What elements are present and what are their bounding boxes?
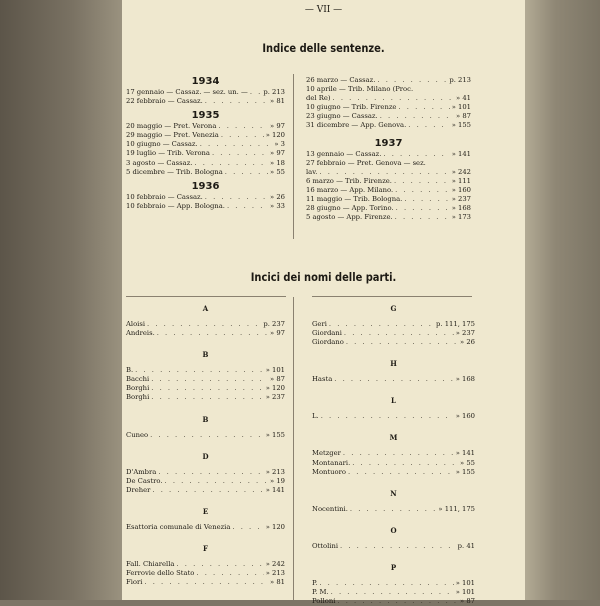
index-entry [312, 588, 475, 597]
index-entry [312, 505, 475, 514]
dot-leader [152, 486, 263, 495]
entry-page: » 173 [451, 213, 471, 222]
dot-leader [165, 477, 269, 486]
index-entry [306, 112, 471, 121]
entry-page: » 101 [265, 366, 285, 375]
entry-page: » 3 [274, 140, 285, 149]
index-entry [312, 459, 475, 468]
entry-text: 10 giugno — Cassaz. [126, 140, 198, 149]
entry-text: 23 giugno — Cassaz. [306, 112, 378, 121]
index-entry [312, 338, 475, 347]
entry-page: » 155 [451, 121, 471, 130]
dot-leader [337, 597, 458, 606]
index-entry [312, 542, 475, 551]
entry-text: Hasta [312, 375, 333, 384]
entry-text: Geri [312, 320, 327, 328]
parties-left-column [126, 304, 285, 587]
letter-heading: N [390, 488, 397, 498]
index-entry [306, 85, 471, 94]
entry-page: » 97 [270, 122, 285, 131]
dot-leader [333, 94, 455, 103]
column-divider [293, 74, 294, 239]
dot-leader [227, 202, 268, 211]
entry-page: » 87 [456, 112, 471, 121]
letter-heading: G [390, 304, 397, 313]
entry-text: Montanari. [312, 458, 351, 467]
index-entry [126, 523, 285, 532]
dot-leader [221, 131, 264, 140]
dot-leader [331, 588, 454, 597]
entry-text: 10 aprile — Trib. Milano (Proc. [306, 85, 414, 94]
dot-leader [377, 76, 447, 85]
index-entry [126, 560, 285, 569]
index-entry [126, 393, 285, 402]
index-entry [306, 186, 471, 195]
dot-leader [232, 523, 263, 532]
dot-leader [135, 366, 264, 375]
entry-text: 22 febbraio — Cassaz. [126, 97, 203, 106]
entry-text: 31 dicembre — App. Genova. [306, 121, 407, 130]
entry-text: 29 maggio — Pret. Venezia [126, 131, 219, 140]
index-entry [306, 121, 471, 130]
entry-text: Fiori [126, 578, 143, 587]
index-entry [126, 149, 285, 158]
entry-text: 27 febbraio — Pret. Genova — sez. [306, 158, 426, 167]
index-entry [306, 204, 471, 213]
sentences-title: Indice delle sentenze. [262, 41, 385, 55]
index-entry [306, 177, 471, 186]
section-rule-right [312, 296, 472, 297]
letter-heading: E [202, 506, 209, 516]
entry-page: p. 213 [449, 76, 471, 84]
index-entry [126, 140, 285, 149]
dot-leader [151, 384, 263, 393]
dot-leader [319, 579, 453, 588]
entry-text: Cuneo [126, 430, 149, 439]
dot-leader [408, 121, 449, 130]
entry-text: Ottolini [312, 541, 339, 550]
dot-leader [205, 97, 268, 106]
letter-heading: M [389, 433, 398, 443]
entry-text: 13 gennaio — Cassaz. [306, 149, 382, 158]
entry-text: Esattoria comunale di Venezia [126, 522, 231, 531]
entry-page: » 81 [270, 97, 285, 106]
entry-text: 16 marzo — App. Milano. [306, 185, 394, 194]
entry-text: Giordano [312, 338, 344, 347]
entry-page: » 168 [451, 204, 471, 213]
index-entry [312, 579, 475, 588]
entry-page: » 160 [455, 412, 475, 421]
dot-leader [329, 320, 434, 329]
entry-text: P. [312, 578, 318, 587]
entry-text: 5 dicembre — Trib. Bologna [126, 167, 223, 176]
year-heading: 1936 [191, 180, 220, 192]
index-entry [126, 384, 285, 393]
entry-page: » 26 [460, 338, 475, 347]
entry-text: Andreis. [126, 329, 155, 338]
page-number: — VII — [304, 5, 343, 15]
parties-right-column [312, 304, 475, 606]
entry-text: Dreher [126, 485, 151, 494]
dot-leader [380, 112, 454, 121]
entry-text: lav. [306, 167, 318, 176]
book-edge-right [525, 0, 600, 600]
entry-text: 11 maggio — Trib. Bologna. [306, 195, 403, 204]
entry-page: » 41 [456, 94, 471, 103]
index-entry [306, 159, 471, 168]
letter-heading: A [202, 304, 209, 313]
letter-heading: H [390, 359, 397, 369]
entry-page: p. 213 [263, 88, 285, 96]
entry-text: 17 gennaio — Cassaz. — sez. un. — [126, 88, 248, 96]
entry-page: p. 41 [457, 541, 475, 550]
year-heading: 1937 [374, 137, 403, 149]
entry-text: 19 luglio — Trib. Verona [126, 149, 210, 158]
entry-text: 3 agosto — Cassaz. [126, 158, 193, 167]
entry-page: p. 237 [263, 320, 285, 328]
entry-page: » 120 [265, 384, 285, 393]
entry-page: » 97 [270, 149, 285, 158]
entry-text: B. [126, 366, 134, 375]
dot-leader [348, 468, 454, 477]
dot-leader [344, 329, 454, 338]
letter-heading: P [390, 562, 397, 572]
dot-leader [150, 431, 264, 440]
book-page [122, 0, 525, 606]
dot-leader [340, 542, 456, 551]
entry-text: Montuoro [312, 467, 346, 476]
entry-page: » 237 [265, 393, 285, 402]
entry-page: » 55 [270, 167, 285, 176]
entry-page: » 160 [451, 185, 471, 194]
entry-text: D'Ambra [126, 467, 157, 476]
dot-leader [151, 375, 268, 384]
entry-text: Borghi [126, 384, 150, 393]
entry-page: » 168 [455, 375, 475, 384]
dot-leader [157, 329, 268, 338]
dot-leader [343, 449, 454, 458]
entry-text: 10 giugno — Trib. Firenze [306, 103, 397, 112]
entry-text: Bacchi [126, 375, 150, 384]
entry-text: 5 agosto — App. Firenze. [306, 213, 393, 222]
entry-page: » 242 [451, 167, 471, 176]
dot-leader [395, 213, 450, 222]
entry-text: 26 marzo — Cassaz. [306, 76, 376, 84]
dot-leader [205, 193, 268, 202]
dot-leader [196, 569, 263, 578]
index-entry [306, 103, 471, 112]
index-entry [312, 468, 475, 477]
letter-heading: L [391, 396, 396, 406]
entry-text: Aloisi [126, 320, 146, 328]
dot-leader [394, 177, 450, 186]
sentences-right-column [306, 76, 471, 222]
entry-page: » 120 [265, 131, 285, 140]
dot-leader [334, 375, 453, 384]
dot-leader [225, 168, 268, 177]
letter-heading: O [390, 525, 397, 535]
index-entry [126, 159, 285, 168]
index-entry [126, 193, 285, 202]
letter-heading: B [202, 350, 209, 360]
index-entry [126, 578, 285, 587]
dot-leader [151, 393, 263, 402]
dot-leader [176, 560, 263, 569]
entry-page: » 101 [455, 578, 475, 587]
dot-leader [158, 468, 263, 477]
entry-text: 10 febbraio — App. Bologna. [126, 201, 225, 210]
parties-title: Incici dei nomi delle parti. [250, 270, 397, 284]
dot-leader [350, 505, 437, 514]
index-entry [312, 375, 475, 384]
dot-leader [404, 195, 449, 204]
entry-page: » 101 [451, 103, 471, 112]
dot-leader [200, 140, 273, 149]
index-entry [126, 366, 285, 375]
index-entry [312, 329, 475, 338]
index-entry [126, 97, 285, 106]
entry-text: del Re) [306, 94, 331, 103]
letter-heading: D [202, 451, 209, 461]
entry-text: 10 febbraio — Cassaz. [126, 192, 203, 201]
index-entry [126, 477, 285, 486]
entry-text: 28 giugno — App. Torino. [306, 204, 394, 213]
dot-leader [147, 320, 261, 329]
dot-leader [144, 578, 268, 587]
entry-text: Giordani [312, 329, 342, 338]
index-entry [312, 449, 475, 458]
dot-leader [398, 103, 449, 112]
dot-leader [321, 412, 454, 421]
entry-text: De Castro. [126, 476, 163, 485]
entry-page: » 155 [265, 430, 285, 439]
entry-page: » 18 [270, 158, 285, 167]
entry-text: Nocentini. [312, 504, 348, 513]
dot-leader [212, 149, 268, 158]
entry-page: » 19 [270, 476, 285, 485]
entry-text: 6 marzo — Trib. Firenze. [306, 176, 392, 185]
entry-page: » 97 [270, 329, 285, 338]
index-entry [312, 320, 475, 329]
letter-heading: F [203, 544, 208, 554]
entry-page: » 213 [265, 467, 285, 476]
entry-page: » 26 [270, 192, 285, 201]
index-entry [126, 468, 285, 477]
entry-page: » 87 [270, 375, 285, 384]
entry-text: Borghi [126, 393, 150, 402]
dot-leader [194, 159, 268, 168]
entry-text: Metzger [312, 449, 341, 458]
entry-page: » 101 [455, 588, 475, 597]
entry-page: p. 111, 175 [436, 320, 475, 328]
entry-page: » 111, 175 [438, 504, 475, 513]
index-entry [306, 150, 471, 159]
dot-leader [218, 122, 268, 131]
section-rule-left [126, 296, 286, 297]
index-entry [126, 131, 285, 140]
sentences-left-column [126, 75, 285, 211]
letter-heading: B [202, 414, 209, 424]
index-entry [312, 597, 475, 606]
index-entry [306, 168, 471, 177]
entry-text: Polloni [312, 597, 336, 606]
entry-page: » 141 [455, 449, 475, 458]
entry-page: » 237 [455, 329, 475, 338]
entry-page: » 213 [265, 569, 285, 578]
index-entry [126, 320, 285, 329]
index-entry [306, 94, 471, 103]
dot-leader [250, 88, 262, 97]
index-entry [126, 168, 285, 177]
dot-leader [319, 168, 449, 177]
index-entry [126, 431, 285, 440]
index-entry [306, 195, 471, 204]
entry-text: Fall. Chiarella [126, 560, 175, 569]
index-entry [126, 486, 285, 495]
entry-page: » 87 [460, 597, 475, 606]
index-entry [126, 375, 285, 384]
entry-page: » 120 [265, 522, 285, 531]
index-entry [306, 213, 471, 222]
entry-page: » 237 [451, 195, 471, 204]
index-entry [126, 122, 285, 131]
entry-page: » 141 [265, 485, 285, 494]
dot-leader [395, 186, 450, 195]
entry-text: 20 maggio — Pret. Verona [126, 122, 217, 131]
entry-page: » 155 [455, 467, 475, 476]
column-divider-parties [293, 297, 294, 600]
entry-page: » 141 [451, 149, 471, 158]
index-entry [126, 88, 285, 97]
index-entry [126, 329, 285, 338]
year-heading: 1934 [191, 76, 220, 87]
entry-page: » 111 [451, 176, 471, 185]
index-entry [306, 76, 471, 85]
year-heading: 1935 [191, 110, 220, 122]
entry-text: P. M. [312, 588, 329, 597]
entry-page: » 55 [460, 458, 475, 467]
entry-page: » 81 [270, 578, 285, 587]
dot-leader [383, 150, 449, 159]
index-entry [312, 412, 475, 421]
book-gutter-left [0, 0, 122, 600]
index-entry [126, 202, 285, 211]
dot-leader [352, 459, 458, 468]
entry-page: » 242 [265, 560, 285, 569]
entry-page: » 33 [270, 201, 285, 210]
entry-text: L. [312, 412, 319, 421]
dot-leader [396, 204, 450, 213]
dot-leader [346, 338, 458, 347]
entry-text: Ferrovie dello Stato [126, 569, 195, 578]
index-entry [126, 569, 285, 578]
